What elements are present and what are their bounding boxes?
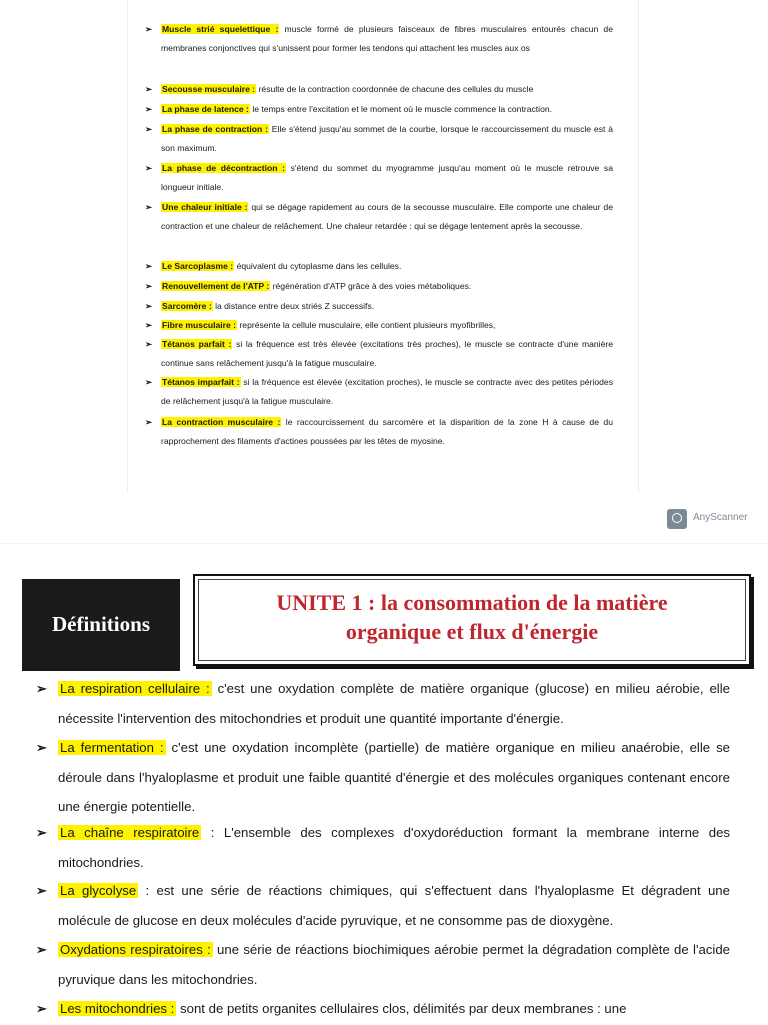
def-text: équivalent du cytoplasme dans les cellules. xyxy=(236,261,402,271)
top-def-12 xyxy=(145,413,613,451)
def-term: Tétanos parfait : xyxy=(162,339,232,349)
def-term: La respiration cellulaire : xyxy=(60,681,210,696)
top-def-2 xyxy=(145,100,613,119)
def-term: Tétanos imparfait : xyxy=(162,377,240,387)
def-text: muscle formé de plusieurs faisceaux de fibres musculaires entourés chacun de membranes conjonctives qui s'unissent pour former les tendons qui attachent les muscles aux os xyxy=(161,24,613,53)
scanner-bar xyxy=(0,493,768,543)
def-term: La chaîne respiratoire xyxy=(60,825,200,840)
def-term: La phase de contraction : xyxy=(162,124,268,134)
def-text: une série de réactions biochimiques aérobie permet la dégradation complète de l'acide pyruvique dans les mitochondries. xyxy=(58,942,730,987)
def-text: si la fréquence est élevée (excitation proches), le muscle se contracte avec des petites périodes de relâchement jusqu'à la fatigue musculaire. xyxy=(161,377,613,406)
top-def-9 xyxy=(145,316,613,335)
bullet-arrow-icon: ➢ xyxy=(145,320,153,330)
def-text: régénération d'ATP grâce à des voies métaboliques. xyxy=(272,281,472,291)
def-text: la distance entre deux striés Z successifs. xyxy=(215,301,375,311)
def-text: s'étend du sommet du myogramme jusqu'au moment où le muscle retrouve sa longueur initiale. xyxy=(161,163,613,192)
def-term: La glycolyse xyxy=(60,883,137,898)
bullet-arrow-icon: ➢ xyxy=(36,942,48,957)
def-term: Muscle strié squelettique : xyxy=(162,24,279,34)
def-text: Elle s'étend jusqu'au sommet de la courbe, lorsque le raccourcissement du muscle est à son maximum. xyxy=(161,124,614,153)
top-def-0 xyxy=(145,20,613,58)
def-text: : L'ensemble des complexes d'oxydoréduction formant la membrane interne des mitochondries. xyxy=(58,825,730,870)
scanner-name: AnyScanner xyxy=(693,512,748,523)
def-term: La fermentation : xyxy=(60,740,164,755)
bottom-def-0 xyxy=(36,674,730,733)
def-term: Sarcomère : xyxy=(162,301,212,311)
def-term: Le Sarcoplasme : xyxy=(162,261,234,271)
bottom-def-3 xyxy=(36,876,730,935)
def-text: qui se dégage rapidement au cours de la secousse musculaire. Elle comporte une chaleur de contraction et une chaleur de relâchement. Une chaleur retardée : qui se dégage lentement après la secousse. xyxy=(161,202,613,231)
bullet-arrow-icon: ➢ xyxy=(145,417,153,427)
bullet-arrow-icon: ➢ xyxy=(36,681,48,696)
bottom-def-5 xyxy=(36,994,730,1024)
top-def-3 xyxy=(145,120,613,158)
def-term: Une chaleur initiale : xyxy=(162,202,248,212)
def-term: La phase de décontraction : xyxy=(162,163,285,173)
top-def-11 xyxy=(145,373,613,411)
bottom-def-2 xyxy=(36,818,730,877)
bullet-arrow-icon: ➢ xyxy=(36,740,48,755)
top-def-5 xyxy=(145,198,613,236)
definitions-header-label: Définitions xyxy=(51,612,150,636)
bullet-arrow-icon: ➢ xyxy=(36,883,48,898)
def-term: Renouvellement de l'ATP : xyxy=(162,281,270,291)
def-text: résulte de la contraction coordonnée de chacune des cellules du muscle xyxy=(258,84,534,94)
bullet-arrow-icon: ➢ xyxy=(36,825,48,840)
top-def-8 xyxy=(145,297,613,316)
def-text: si la fréquence est très élevée (excitations très proches), le muscle se contracte d'une manière continue sans relâchement jusqu'à la fatigue musculaire. xyxy=(161,339,613,368)
def-text: sont de petits organites cellulaires clos, délimités par deux membranes : une xyxy=(180,1001,627,1016)
bullet-arrow-icon: ➢ xyxy=(145,104,153,114)
top-def-7 xyxy=(145,277,613,296)
top-def-4 xyxy=(145,159,613,197)
bullet-arrow-icon: ➢ xyxy=(145,281,153,291)
def-term: La contraction musculaire : xyxy=(162,417,281,427)
bullet-arrow-icon: ➢ xyxy=(145,339,153,349)
def-text: représente la cellule musculaire, elle contient plusieurs myofibrilles, xyxy=(239,320,496,330)
def-text: c'est une oxydation incomplète (partielle) de matière organique en milieu anaérobie, elle se déroule dans l'hyaloplasme et produit une faible quantité d'énergie et des molécules organiques contenant encore une énergie potentielle. xyxy=(58,740,730,814)
top-def-1 xyxy=(145,80,613,99)
def-term: Les mitochondries : xyxy=(60,1001,175,1016)
bullet-arrow-icon: ➢ xyxy=(145,124,153,134)
def-text: le raccourcissement du sarcomère et la disparition de la zone H à cause de du rapprochement des filaments d'actines poussées par les têtes de myosine. xyxy=(161,417,613,446)
bullet-arrow-icon: ➢ xyxy=(145,301,153,311)
unit-title-line2: organique et flux d'énergie xyxy=(345,619,599,644)
bullet-arrow-icon: ➢ xyxy=(145,261,153,271)
def-term: Secousse musculaire : xyxy=(162,84,256,94)
top-def-6 xyxy=(145,257,613,276)
bullet-arrow-icon: ➢ xyxy=(145,24,153,34)
bullet-arrow-icon: ➢ xyxy=(36,1001,48,1016)
bottom-def-1 xyxy=(36,733,730,822)
scan-logo-icon xyxy=(667,509,687,529)
top-def-10 xyxy=(145,335,613,373)
def-term: Oxydations respiratoires : xyxy=(60,942,211,957)
def-text: c'est une oxydation complète de matière organique (glucose) en milieu aérobie, elle nécessite l'intervention des mitochondries et produit une quantité importante d'énergie. xyxy=(58,681,730,726)
bullet-arrow-icon: ➢ xyxy=(145,163,153,173)
def-text: le temps entre l'excitation et le moment où le muscle commence la contraction. xyxy=(252,104,553,114)
bottom-def-4 xyxy=(36,935,730,994)
def-term: La phase de latence : xyxy=(162,104,249,114)
bullet-arrow-icon: ➢ xyxy=(145,377,153,387)
bullet-arrow-icon: ➢ xyxy=(145,84,153,94)
def-term: Fibre musculaire : xyxy=(162,320,237,330)
def-text: : est une série de réactions chimiques, qui s'effectuent dans l'hyaloplasme Et dégradent une molécule de glucose en deux molécules d'acide pyruvique, et ne consomme pas de dioxygène. xyxy=(58,883,730,928)
bullet-arrow-icon: ➢ xyxy=(145,202,153,212)
unit-title-line1: UNITE 1 : la consommation de la matière xyxy=(276,590,668,615)
